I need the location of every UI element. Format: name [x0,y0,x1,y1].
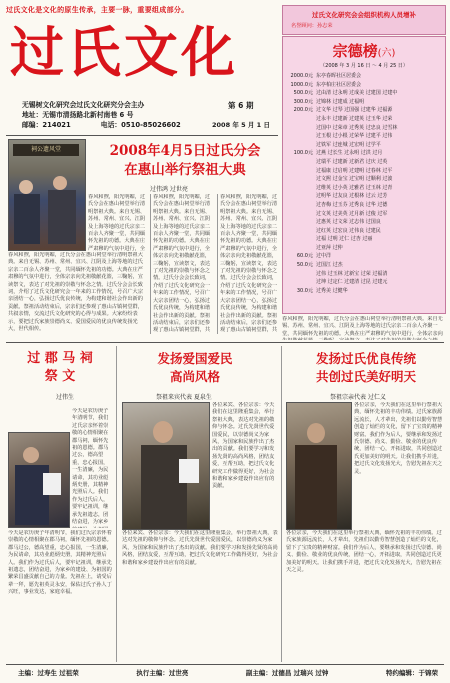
donation-names: 过惠英 过文荣 过志伟 过国良 [316,219,381,226]
donation-names: 过国江 过杰 [316,262,343,269]
left-title-line1: 过 郡 马 祠 [27,351,93,366]
lead-body-col3: 春风和煦，阳光明媚，过氏分会在惠山祠堂举行清明祭祖大典。来自无锡、苏州、常州、宜兴、江阴及上海等地的过氏宗亲二百余人齐聚一堂，共同缅怀先祖的功德。大典在庄严肃穆的气氛中进行，全体宗亲向先祖敬献花篮，三鞠躬，宣读祭文，表达了对先祖的崇敬与怀念之情。过氏分会会长致词，介绍了过氏文化研究会一年来的工作情况，号召广大宗亲团结一心，弘扬过氏优良传统，为构建和谐社会作出新的贡献。祭祖活动结束后，宗亲们还参观了惠山古镇祠堂群，共 [153,194,211,334]
mid-title-line2: 高尚风格 [169,369,220,384]
donation-amount [287,192,316,201]
right-article-byline: 祭祖宗亲代表 过仁义 [330,394,386,401]
donation-amount: 2000.0元 [290,73,313,79]
donation-amount [287,141,316,150]
donation-names: 过亚萍 过仲 [316,244,343,251]
donation-amount [287,235,316,244]
mid-article-byline: 祭祖来宾代表 夏泉生 [156,394,212,401]
notice-subtext: 名誉顾问：孙志荣 [291,23,333,29]
donation-amount [287,158,316,167]
donation-row [287,115,441,124]
lead-headline-line1: 2008年4月5日过氏分会 [109,143,261,159]
left-article-body-a: 今天是农历庚子年清明节，我们过氏宗亲怀着崇敬的心情相聚在郡马祠，缅怀先祖的恩德。郡马过公，德高望重，忠心报国，一生清廉，为民请命，其功业彪炳史册，其精神光照后人。我们作为过氏后人，要牢记祖训，继承先祖遗志，团结奋进，为家乡 [72,408,109,526]
lead-photo [8,139,86,251]
donation-amount: 1000.0元 [290,81,313,88]
donation-row [287,261,441,270]
lead-body-col5: 春风和煦，阳光明媚，过氏分会在惠山祠堂举行清明祭祖大典。来自无锡、苏州、常州、宜兴、江阴及上海等地的过氏宗亲二百余人齐聚一堂，共同缅怀先祖的功德。大典在庄严肃穆的气氛中进行，全体宗亲向 [282,316,443,337]
donation-amount [287,124,316,133]
donation-amount: 50.0元 [296,262,313,269]
donation-amount [287,201,316,210]
donation-row [287,218,441,227]
donation-names: 过维英 过小英 过雅君 过玉林 过青 [316,184,393,191]
donation-names: 过坤 过定仁 过建清 过昆 过建元 [316,279,388,286]
left-article-photo [8,432,70,528]
donation-row [287,149,441,158]
donation-names: 过秀美 过健华 [316,287,348,294]
donation-row [287,158,441,167]
right-article-title [286,350,446,386]
donation-list [287,72,441,295]
donation-names: 东亭柏庄社区居委会 [316,81,362,88]
donation-names: 过锦林 过建成 过福明 [316,98,365,105]
footer [18,668,438,677]
donation-names: 过永丰 过建新 过建英 过玉华 过荣 [316,115,393,122]
donation-amount: 200.0元 [293,107,313,114]
left-title-line2: 祭 文 [44,369,76,384]
footer-deputy: 副主编：过德昌 过瑞兴 过钟 [245,669,329,677]
donation-amount: 60.0元 [296,253,313,260]
donation-row [287,167,441,176]
donation-row [287,132,441,141]
donation-names: 过文熙 过金宝 过宝明 过顺利 过波 [316,176,393,183]
photo-caption: 祠公遗风堂 [13,144,79,156]
donation-amount [287,167,316,176]
donation-names: 过杏梅 过玉芬 过秀良 过华 过德 [316,201,388,208]
donation-amount [287,132,316,141]
donation-amount: 100.0元 [293,150,313,157]
donation-names: 过福 过明 过仁 过杏 过丽 [316,236,373,243]
right-title-line1: 发扬过氏优良传统 [315,351,416,366]
left-article-body-b: 今天是农历庚子年清明节，我们过氏宗亲怀着崇敬的心情相聚在郡马祠，缅怀先祖的恩德。郡马过公，德高望重，忠心报国，一生清廉，为民请命，其功业彪炳史册，其精神光照后人。我们作为过氏后人，要牢记祖训，继承先祖遗志，团结奋进，为家乡的建设、为祖国的繁荣昌盛贡献自己的力量。先祖在上，请受后辈一拜，愿先祖英灵永安，保佑过氏子孙人丁兴旺，事业发达，家庭幸福。 [8,530,112,596]
donation-row [287,270,441,279]
lead-byline: 过伟鸿 过世亮 [150,186,188,193]
right-article-body-b: 各位宗亲，今天我们在这里举行祭祖大典，缅怀先祖的丰功伟绩。过氏家族源远流长，人才辈出，先祖们以勤劳智慧创造了灿烂的文化，留下了宝贵的精神财富。我们作为后人，要继承和发扬过氏崇德、尚义、勤俭、敬业的优良传统，团结一心，开拓进取，共同创造过氏更加美好的明天。让我们携手并进，把过氏文化发扬光大，告慰先祖在天之灵。 [286,530,442,574]
donation-names: 过文英 过美英 过月新 过俊 过军 [316,210,388,217]
honor-roll-suffix: (六) [377,48,396,59]
donation-names: 过国中 过荣章 过秀英 过忠良 过雪林 [316,124,398,131]
donation-amount [287,244,316,253]
publisher-phone: 电话：0510-85026602 [100,121,181,129]
donation-amount [287,175,316,184]
right-article-photo [286,402,352,530]
donation-names: 过玉根 过小根 过荣华 过建平 过伟 [316,133,393,140]
donation-amount [287,278,316,287]
donation-names: 过瑞平 过建新 过新君 过庆 过英 [316,158,388,165]
masthead-slogan: 过氏文化是文化的原生传承，主要一脉，重要组成部分。 [6,6,189,14]
donation-names: 过由清 过永明 过成美 过建国 过建中 [316,90,398,97]
donation-amount [287,218,316,227]
honor-roll [282,36,446,314]
donation-row [287,106,441,115]
publisher-name: 无锡树文化研究会过氏文化研究分会主办 [22,101,145,109]
notice-box [282,5,446,35]
donation-amount [287,227,316,236]
issue-number: 第 6 期 [228,101,254,110]
donation-names: 过中洋 [316,253,332,260]
donation-row [287,278,441,287]
donation-names: 过伟 过玉林 过新宝 过荣 过福清 [316,270,388,277]
publisher-address: 地址：无锡市清扬路北新村南巷 6 号 [22,111,134,119]
donation-names: 过铁军 过连城 过宏明 过学平 [316,141,381,148]
donation-row [287,81,441,90]
honor-roll-range: （2008 年 3 月 16 日 ～ 4 月 25 日） [320,63,408,69]
donation-row [287,124,441,133]
lead-headline [90,142,280,180]
donation-row [287,227,441,236]
donation-names: 东亭春晖社区居委会 [316,73,362,79]
lead-headline-line2: 在惠山举行祭祖大典 [124,162,246,178]
donation-row [287,210,441,219]
donation-row [287,98,441,107]
donation-names: 过福康 过启明 过建明 过春林 过平 [316,167,393,174]
footer-special: 特约编辑：于锦荣 [385,669,438,677]
donation-row [287,141,441,150]
left-article-byline: 过伟生 [56,394,75,401]
donation-amount [287,210,316,219]
donation-names: 过红英 过宏良 过伟良 过建民 [316,227,381,234]
footer-editor: 主编：过寿生 过祖荣 [18,669,79,677]
right-title-line2: 共创过氏美好明天 [315,369,416,384]
publisher-info [22,100,222,130]
donation-row [287,72,441,81]
left-article-title [8,350,112,386]
mid-article-photo [122,402,210,530]
donation-amount [287,270,316,279]
lead-body-col1: 春风和煦，阳光明媚，过氏分会在惠山祠堂举行清明祭祖大典。来自无锡、苏州、常州、宜兴、江阴及上海等地的过氏宗亲二百余人齐聚一堂，共同缅怀先祖的功德。大典在庄严肃穆的气氛中进行，全 [88,194,146,252]
honor-roll-title: 宗德榜 [332,42,378,60]
lead-body-col4: 春风和煦，阳光明媚，过氏分会在惠山祠堂举行清明祭祖大典。来自无锡、苏州、常州、宜兴、江阴及上海等地的过氏宗亲二百余人齐聚一堂，共同缅怀先祖的功德。大典在庄严肃穆的气氛中进行，全体宗亲向先祖敬献花篮，三鞠躬，宣读祭文，表达了对先祖的崇敬与怀念之情。过氏分会会长致词，介绍了过氏文化研究会一年来的工作情况，号召广大宗亲团结一心，弘扬过氏优良传统，为构建和谐社会作出新的贡献。祭祖活动结束后，宗亲们还参观了惠山古镇祠堂群，共 [220,194,278,334]
mid-article-body-b: 各位来宾、各位宗亲：今天我们在这里隆重集会，举行祭祖大典，表达对先祖的敬仰与怀念。过氏先贤世代爱国爱民，以崇德尚义为家风，为国家和民族作出了杰出的贡献。我们要学习和发扬先贤的高尚风格，团结友爱，互帮互助，把过氏文化研究工作做得更好，为社会和谐和家乡建设作出应有的贡献。 [122,530,278,566]
masthead-title: 过氏文化 [10,20,238,84]
donation-amount: 30.0元 [296,287,313,294]
donation-names: 过文华 过琴 过国强 过建华 过福源 [316,107,393,114]
donation-row [287,235,441,244]
donation-names: 过明华 过友良 过根林 过云 过芳 [316,193,388,200]
donation-row [287,244,441,253]
issue-date: 2008 年 5 月 1 日 [212,121,270,129]
donation-amount: 300.0元 [293,98,313,105]
donation-row [287,175,441,184]
donation-row [287,184,441,193]
donation-row [287,252,441,261]
notice-text: 过氏文化研究会会组织机构人员增补 [312,11,416,19]
right-article-body-a: 各位宗亲，今天我们在这里举行祭祖大典，缅怀先祖的丰功伟绩。过氏家族源远流长，人才辈出，先祖们以勤劳智慧创造了灿烂的文化，留下了宝贵的精神财富。我们作为后人，要继承和发扬过氏崇德、尚义、勤俭、敬业的优良传统，团结一心，开拓进取，共同创造过氏更加美好的明天。让我们携手并进，把过氏文化发扬光大，告慰先祖在天之灵。 [354,402,443,475]
donation-row [287,192,441,201]
donation-row [287,89,441,98]
donation-amount [287,115,316,124]
donation-row [287,201,441,210]
mid-article-body-a: 各位来宾、各位宗亲：今天我们在这里隆重集会，举行祭祖大典，表达对先祖的敬仰与怀念。过氏先贤世代爱国爱民，以崇德尚义为家风，为国家和民族作出了杰出的贡献。我们要学习和发扬先贤的高尚风格，团结友爱，互帮互助，把过氏文化研究工作做得更好，为社会和谐和家乡建设作出应有的贡献。 [212,402,275,490]
mid-article-title [120,350,270,386]
donation-names: 过燕 过长生 过永明 过洪 过月 [316,150,383,157]
lead-body-col2: 春风和煦，阳光明媚，过氏分会在惠山祠堂举行清明祭祖大典。来自无锡、苏州、常州、宜兴、江阴及上海等地的过氏宗亲二百余人齐聚一堂，共同缅怀先祖的功德。大典在庄严肃穆的气氛中进行，全体宗亲向先祖敬献花篮，三鞠躬，宣读祭文，表达了对先祖的崇敬与怀念之情。过氏分会会长致词，介绍了过氏文化研究会一年来的工作情况，号召广大宗亲团结一心，弘扬过氏优良传统，为构建和谐社会作出新的贡献。祭祖活动结束后，宗亲们还参观了惠山古镇祠堂群，共叙亲情，交流过氏文化研究的心得与成果。大家纷纷表示，要把过氏家族崇德尚义、爱国爱民的优良传统发扬光大，世代相传。 [8,252,143,333]
donation-amount: 500.0元 [293,90,313,97]
publisher-postcode: 邮编：214021 [22,121,71,129]
donation-row [287,287,441,296]
mid-title-line1: 发扬爱国爱民 [157,351,233,366]
donation-amount [287,184,316,193]
footer-exec-editor: 执行主编：过世亮 [136,669,189,677]
